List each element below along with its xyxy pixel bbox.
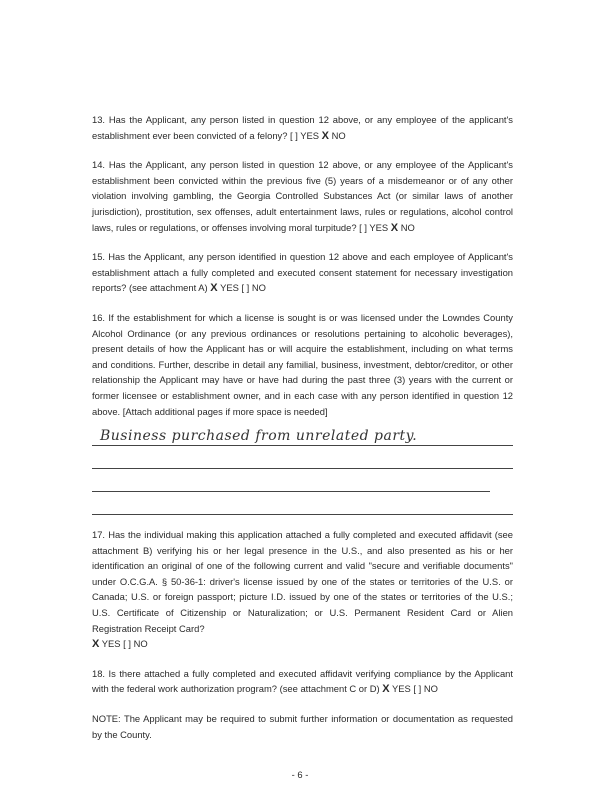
no-label: NO [331, 129, 346, 141]
question-13 [92, 112, 513, 144]
yes-checkbox-checked[interactable]: X [382, 683, 390, 696]
page-number: - 6 - [291, 769, 309, 781]
no-checkbox[interactable]: [ ] NO [241, 282, 266, 294]
note: NOTE: The Applicant may be required to submit further information or documentation as requested by the County. [92, 713, 513, 740]
question-text: 17. Has the individual making this application attached a fully completed and executed affidavit (see attachment B) verifying his or her legal presence in the U.S., and also presented as his or her identification an original of one of the following current and valid "secure and verifiable documents" under O.C.G.A. § 50-36-1: driver's license issued by one of the states or territories of the U.S. or Canada; U.S. or foreign passport; picture I.D. issued by one of the states or territories of the U.S.; U.S. Certificate of Citizenship or Naturalization; or U.S. Permanent Resident Card or Alien Registration Receipt Card? [92, 529, 513, 634]
no-checkbox[interactable]: [ ] NO [413, 683, 438, 695]
yes-checkbox-checked[interactable]: X [92, 638, 100, 651]
answer-line [92, 514, 513, 515]
yes-label: YES [220, 282, 239, 294]
no-checkbox-checked[interactable]: X [390, 221, 399, 234]
question-18 [92, 666, 513, 698]
no-checkbox[interactable]: [ ] NO [123, 638, 148, 650]
question-14 [92, 157, 513, 236]
question-text: 16. If the establishment for which a license is sought is or was licensed under the Lowndes County Alcohol Ordinance (or any previous ordinances or resolutions pertaining to alcoholic beverages), present details of how the Applicant has or will acquire the establishment, including on what terms and conditions. Further, describe in detail any familial, business, investment, debtor/creditor, or other relationship the Applicant may have or have had during the past three (3) years with the current or former licensee or establishment owner, and in each case with any person identified in question 12 above. [Attach additional pages if more space is needed] [92, 311, 513, 417]
no-checkbox-checked[interactable]: X [321, 129, 330, 142]
yes-checkbox[interactable]: [ ] YES [359, 221, 389, 233]
yes-checkbox[interactable]: [ ] YES [290, 129, 320, 141]
question-text: 13. Has the Applicant, any person listed in question 12 above, or any employee of the applicant's establishment ever been convicted of a felony? [92, 114, 513, 141]
question-text: 18. Is there attached a fully completed and executed affidavit verifying compliance by the Applicant with the federal work authorization program? (see attachment C or D) [92, 667, 513, 695]
yes-label: YES [392, 683, 411, 695]
question-text: 14. Has the Applicant, any person listed in question 12 above, or any employee of the Applicant's establishment been convicted within the previous five (5) years of a misdemeanor or of any other violation involving gambling, the Georgia Controlled Substances Act (or similar laws of another jurisdiction), prostitution, sex offenses, adult entertainment laws, rules or regulations, alcohol control laws, rules or regulations, or offenses involving moral turpitude? [92, 159, 513, 233]
answer-line [92, 491, 490, 492]
document-body [92, 112, 513, 782]
no-label: NO [400, 221, 415, 233]
answer-line [92, 445, 513, 446]
question-15 [92, 249, 513, 297]
question-16 [92, 310, 513, 419]
yes-label: YES [101, 638, 121, 650]
answer-line [92, 468, 513, 469]
yes-checkbox-checked[interactable]: X [210, 282, 218, 295]
question-17 [92, 527, 513, 653]
handwritten-answer[interactable]: Business purchased from unrelated party. [100, 428, 418, 445]
answer-area [92, 427, 513, 515]
question-text: 15. Has the Applicant, any person identified in question 12 above and each employee of Applicant's establishment attach a fully completed and executed consent statement for necessary investigation reports? (see attachment A) [92, 251, 513, 294]
